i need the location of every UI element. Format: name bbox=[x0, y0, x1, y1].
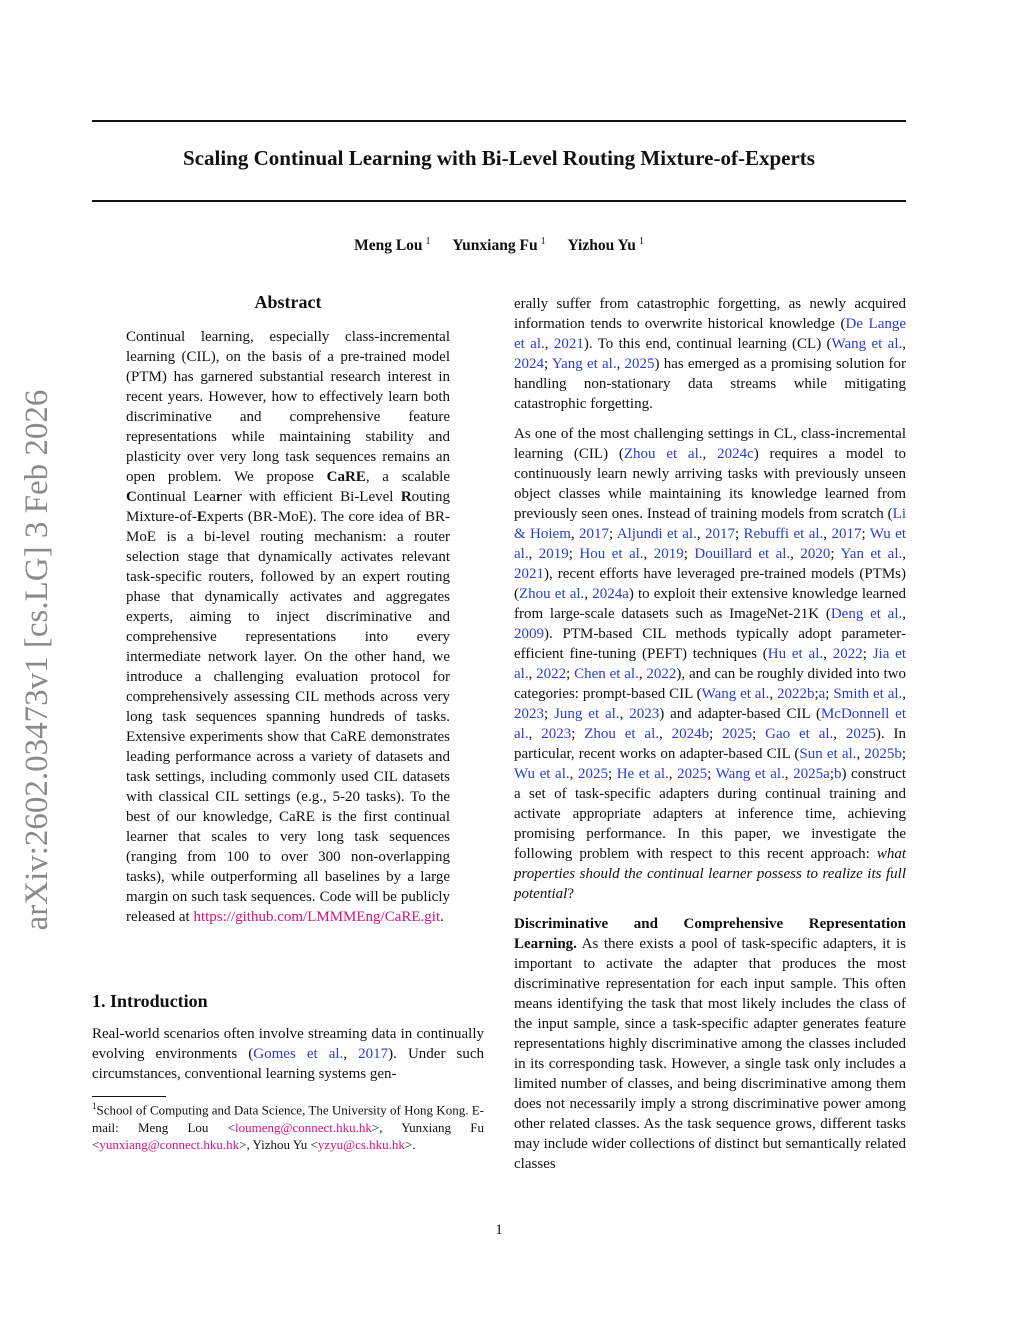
text-run: School of Computing and Data Science, The University of Hong Kong. E-mail: Meng Lou < bbox=[92, 1102, 484, 1135]
citation-year-link[interactable]: 2017 bbox=[704, 526, 735, 542]
paper-title: Scaling Continual Learning with Bi-Level Routing Mixture-of-Experts bbox=[183, 146, 815, 170]
text-run: xperts (BR-MoE). The core idea of BR-MoE is a bi-level routing mechanism: a router selection stage that dynamically activates relevant task-specific routers, followed by an expert routing phase that dynamically activates and aggregates experts, aiming to inject discriminative and comprehensive representations into every intermediate network layer. On the other hand, we introduce a challenging evaluation protocol for comprehensively assessing CIL methods across very long task sequences spanning hundreds of tasks. Extensive experiments show that CaRE demonstrates leading performance across a variety of datasets and task settings, including commonly used CIL datasets with classical CIL settings (e.g., 5-20 tasks). To the best of our knowledge, CaRE is the first continual learner that scales to very long task sequences (ranging from 100 to over 300 non-overlapping tasks), while outperforming all baselines by a large margin on such task sequences. Code will be publicly released at bbox=[126, 509, 450, 925]
citation-year-link[interactable]: 2022 bbox=[832, 646, 863, 662]
text-run: As there exists a pool of task-specific adapters, it is important to activate the adapter that produces the most discriminative representation for each input sample. This often means identifying the task that most likely includes the class of the input sample, since a task-specific adapter generates feature representations highly discriminative among the classes included in its corresponding task. However, a single task only includes a limited number of classes, and being discriminative among them does not necessarily imply a strong discriminative power among other related classes. As the task sequence grows, different tasks may include wider collections of distinct but semantically related classes bbox=[514, 936, 906, 1172]
page-number: 1 bbox=[495, 1222, 503, 1238]
body-paragraph: As one of the most challenging settings in CL, class-incremental learning (CIL) (Zhou et al., 2024c) requires a model to continuously learn newly arriving tasks with previously unseen object classes while maintaining its knowledge learned from previously seen ones. Instead of training models from scratch (Li & Hoiem, 2017; Aljundi et al., 2017; Rebuffi et al., 2017; Wu et al., 2019; Hou et al., 2019; Douillard et al., 2020; Yan et al., 2021), recent efforts have leveraged pre-trained models (PTMs) (Zhou et al., 2024a) to exploit their extensive knowledge learned from large-scale datasets such as ImageNet-21K (Deng et al., 2009). PTM-based CIL methods typically adopt parameter-efficient fine-tuning (PEFT) techniques (Hu et al., 2022; Jia et al., 2022; Chen et al., 2022), and can be roughly divided into two categories: prompt-based CIL (Wang et al., 2022b;a; Smith et al., 2023; Jung et al., 2023) and adapter-based CIL (McDonnell et al., 2023; Zhou et al., 2024b; 2025; Gao et al., 2025). In particular, recent works on adapter-based CIL (Sun et al., 2025b; Wu et al., 2025; He et al., 2025; Wang et al., 2025a;b) construct a set of task-specific adapters during continual training and activate appropriate adapters at inference time, achieving promising performance. In this paper, we investigate the following problem with respect to this recent approach: what properties should the continual learner possess to realize its full potential? bbox=[514, 426, 907, 902]
research-question: what properties should the continual learner possess to realize its full potential bbox=[514, 846, 906, 902]
footnote-rule bbox=[92, 1096, 166, 1097]
citation-link[interactable]: McDonnell et al. bbox=[514, 706, 906, 742]
citation-year-link[interactable]: 2009 bbox=[514, 626, 544, 642]
citation-link[interactable]: Yang et al. bbox=[551, 356, 617, 372]
text-run: ) and adapter-based CIL ( bbox=[659, 706, 821, 722]
citation-link[interactable]: Wang et al. bbox=[715, 766, 785, 782]
text-run: ) has emerged as a promising solution for handling non-stationary data streams while mitigating catastrophic forgetting. bbox=[514, 356, 906, 412]
text-run: Meng Lou bbox=[354, 237, 423, 254]
title-top-rule bbox=[92, 120, 906, 122]
text-run: 1 bbox=[638, 236, 644, 247]
text-run: , a scalable bbox=[365, 469, 450, 485]
citation-link[interactable]: Deng et al. bbox=[830, 606, 903, 622]
citation-year-link[interactable]: 2025 bbox=[845, 726, 876, 742]
text-run: As one of the most challenging settings in CL, class-incremental learning (CIL) ( bbox=[514, 426, 906, 462]
citation-link[interactable]: Rebuffi et al. bbox=[743, 526, 824, 542]
text-run: Yizhou Yu bbox=[567, 237, 636, 254]
author-list bbox=[92, 236, 906, 255]
text-run: ), and can be roughly divided into two categories: prompt-based CIL ( bbox=[514, 666, 907, 702]
arxiv-identifier: arXiv:2602.03473v1 [cs.LG] 3 Feb 2026 bbox=[19, 389, 55, 931]
text-run: ner with efficient Bi-Level bbox=[222, 489, 401, 505]
text-run: ontinual Lea bbox=[136, 489, 216, 505]
citation-link[interactable]: Li & Hoiem bbox=[514, 506, 906, 542]
text-run: ) to exploit their extensive knowledge learned from large-scale datasets such as ImageNet-21K ( bbox=[514, 586, 906, 622]
text-run: erally suffer from catastrophic forgetting, as newly acquired information tends to overwrite historical knowledge ( bbox=[514, 296, 906, 332]
text-run: r bbox=[215, 489, 223, 505]
text-run: C bbox=[126, 489, 137, 505]
citation-link[interactable]: Hu et al. bbox=[767, 646, 824, 662]
abstract-heading: Abstract bbox=[254, 292, 322, 312]
citation-link[interactable]: Wang et al. bbox=[701, 686, 770, 702]
citation-link[interactable]: Hou et al. bbox=[579, 546, 644, 562]
citation-link[interactable]: Gao et al. bbox=[765, 726, 834, 742]
author bbox=[354, 237, 430, 254]
citation-link[interactable]: Zhou et al. bbox=[584, 726, 659, 742]
citation-year-link[interactable]: 2021 bbox=[553, 336, 584, 352]
citation-year-link[interactable]: 2024c bbox=[717, 446, 754, 462]
citation-link[interactable]: Wang et al. bbox=[831, 336, 903, 352]
text-run: ) requires a model to continuously learn newly arriving tasks with previously unseen object classes while maintaining its knowledge learned from previously seen ones. Instead of training models from scratch ( bbox=[514, 446, 907, 522]
citation-year-link[interactable]: 2020 bbox=[800, 546, 831, 562]
text-run: 1 bbox=[92, 1101, 97, 1111]
citation-year-link[interactable]: 2022 bbox=[536, 666, 567, 682]
email-link[interactable]: yzyu@cs.hku.hk bbox=[317, 1137, 405, 1153]
text-run: ) construct a set of task-specific adapters during continual training and activate appropriate adapters at inference time, achieving promising performance. In this paper, we investigate the following problem with respect to this recent approach: bbox=[514, 766, 907, 862]
citation-year-link[interactable]: 2023 bbox=[514, 706, 544, 722]
citation-year-link[interactable]: 2023 bbox=[629, 706, 660, 722]
text-run: E bbox=[196, 509, 207, 525]
citation-link[interactable]: 2017 bbox=[358, 1046, 389, 1062]
citation-year-link[interactable]: b bbox=[833, 766, 842, 782]
text-run: >. bbox=[404, 1137, 416, 1153]
body-paragraph: erally suffer from catastrophic forgetting, as newly acquired information tends to overwrite historical knowledge (De Lange et al., 2021). To this end, continual learning (CL) (Wang et al., 2024; Yang et al., 2025) has emerged as a promising solution for handling non-stationary data streams while mitigating catastrophic forgetting. bbox=[514, 296, 907, 412]
author bbox=[452, 237, 545, 254]
text-run: ). PTM-based CIL methods typically adopt parameter-efficient fine-tuning (PEFT) techniques ( bbox=[514, 626, 906, 662]
citation-year-link[interactable]: 2025 bbox=[677, 766, 708, 782]
citation-year-link[interactable]: 2023 bbox=[541, 726, 572, 742]
citation-link[interactable]: Wu et al. bbox=[514, 526, 907, 562]
citation-year-link[interactable]: 2017 bbox=[579, 526, 610, 542]
email-link[interactable]: yunxiang@connect.hku.hk bbox=[99, 1137, 240, 1153]
citation-year-link[interactable]: 2022b bbox=[776, 686, 815, 702]
citation-year-link[interactable]: 2025 bbox=[624, 356, 655, 372]
citation-link[interactable]: Zhou et al. bbox=[623, 446, 703, 462]
abstract-paragraph bbox=[126, 327, 450, 927]
citation-link[interactable]: De Lange et al. bbox=[514, 316, 907, 352]
citation-link[interactable]: Jia et al. bbox=[514, 646, 906, 682]
text-run: 1 bbox=[540, 236, 546, 247]
citation-link[interactable]: Chen et al. bbox=[574, 666, 639, 682]
text-run: outing Mixture-of- bbox=[126, 489, 451, 525]
code-link[interactable]: https://github.com/LMMMEng/CaRE.git bbox=[193, 909, 441, 925]
text-run: >, Yunxiang Fu < bbox=[92, 1119, 484, 1153]
care-name: CaRE bbox=[326, 469, 366, 485]
citation-link[interactable]: Zhou et al. bbox=[519, 586, 585, 602]
text-run: Continual learning, especially class-incremental learning (CIL), on the basis of a pre-trained model (PTM) has garnered substantial research interest in recent years. However, how to effectively learn both discriminative and comprehensive feature representations while maintaining stability and plasticity over very long task sequences remains an open problem. We propose bbox=[126, 329, 450, 485]
text-run: 1 bbox=[425, 236, 431, 247]
citation-year-link[interactable]: 2021 bbox=[514, 566, 544, 582]
text-run: ), recent efforts have leveraged pre-trained models (PTMs) ( bbox=[514, 566, 906, 602]
text-run: . bbox=[440, 909, 444, 925]
citation-link[interactable]: Wu et al. bbox=[514, 766, 570, 782]
citation-year-link[interactable]: 2025a bbox=[793, 766, 830, 782]
citation-year-link[interactable]: 2025b bbox=[864, 746, 902, 762]
text-run: ? bbox=[567, 886, 574, 902]
citation-link[interactable]: Aljundi et al. bbox=[616, 526, 697, 542]
citation-year-link[interactable]: 2024 bbox=[514, 356, 544, 372]
introduction-body bbox=[92, 1024, 484, 1084]
citation-year-link[interactable]: 2024a bbox=[592, 586, 629, 602]
text-run: Yunxiang Fu bbox=[452, 237, 538, 254]
citation-year-link[interactable]: 2017 bbox=[831, 526, 862, 542]
citation-year-link[interactable]: 2024b bbox=[671, 726, 710, 742]
citation-year-link[interactable]: 2019 bbox=[538, 546, 569, 562]
text-run: Real-world scenarios often involve streaming data in continually evolving environments ( bbox=[92, 1026, 484, 1062]
email-link[interactable]: loumeng@connect.hku.hk bbox=[235, 1119, 372, 1135]
citation-year-link[interactable]: 2022 bbox=[646, 666, 677, 682]
right-column bbox=[514, 294, 906, 1174]
citation-link[interactable]: He et al. bbox=[616, 766, 669, 782]
citation-link[interactable]: Sun et al. bbox=[799, 746, 857, 762]
citation-link[interactable]: Jung et al. bbox=[554, 706, 620, 722]
citation-link[interactable]: Smith et al. bbox=[833, 686, 903, 702]
text-run: >, Yizhou Yu < bbox=[239, 1137, 318, 1153]
paragraph-run-in-heading: Discriminative and Comprehensive Representation Learning. bbox=[514, 916, 906, 952]
affiliation-footnote bbox=[92, 1098, 484, 1154]
text-run: R bbox=[400, 489, 412, 505]
text-run: ). To this end, continual learning (CL) ( bbox=[583, 336, 832, 352]
text-run: , bbox=[343, 1046, 359, 1062]
intro-paragraph bbox=[92, 1024, 484, 1084]
text-run: ). In particular, recent works on adapter-based CIL ( bbox=[514, 726, 906, 762]
text-run: ). Under such circumstances, conventional learning systems gen- bbox=[92, 1046, 485, 1082]
citation-year-link[interactable]: 2019 bbox=[653, 546, 684, 562]
citation-year-link[interactable]: a bbox=[818, 686, 826, 702]
body-paragraph bbox=[514, 914, 906, 1174]
citation-link[interactable]: Yan et al. bbox=[840, 546, 903, 562]
citation-link[interactable]: Douillard et al. bbox=[694, 546, 791, 562]
citation-year-link[interactable]: 2025 bbox=[722, 726, 753, 742]
abstract-body bbox=[126, 327, 450, 927]
introduction-heading: 1. Introduction bbox=[92, 991, 208, 1011]
citation-year-link[interactable]: 2025 bbox=[577, 766, 608, 782]
title-bottom-rule bbox=[92, 200, 906, 202]
author bbox=[567, 237, 644, 254]
citation-link[interactable]: Gomes et al. bbox=[253, 1046, 344, 1062]
